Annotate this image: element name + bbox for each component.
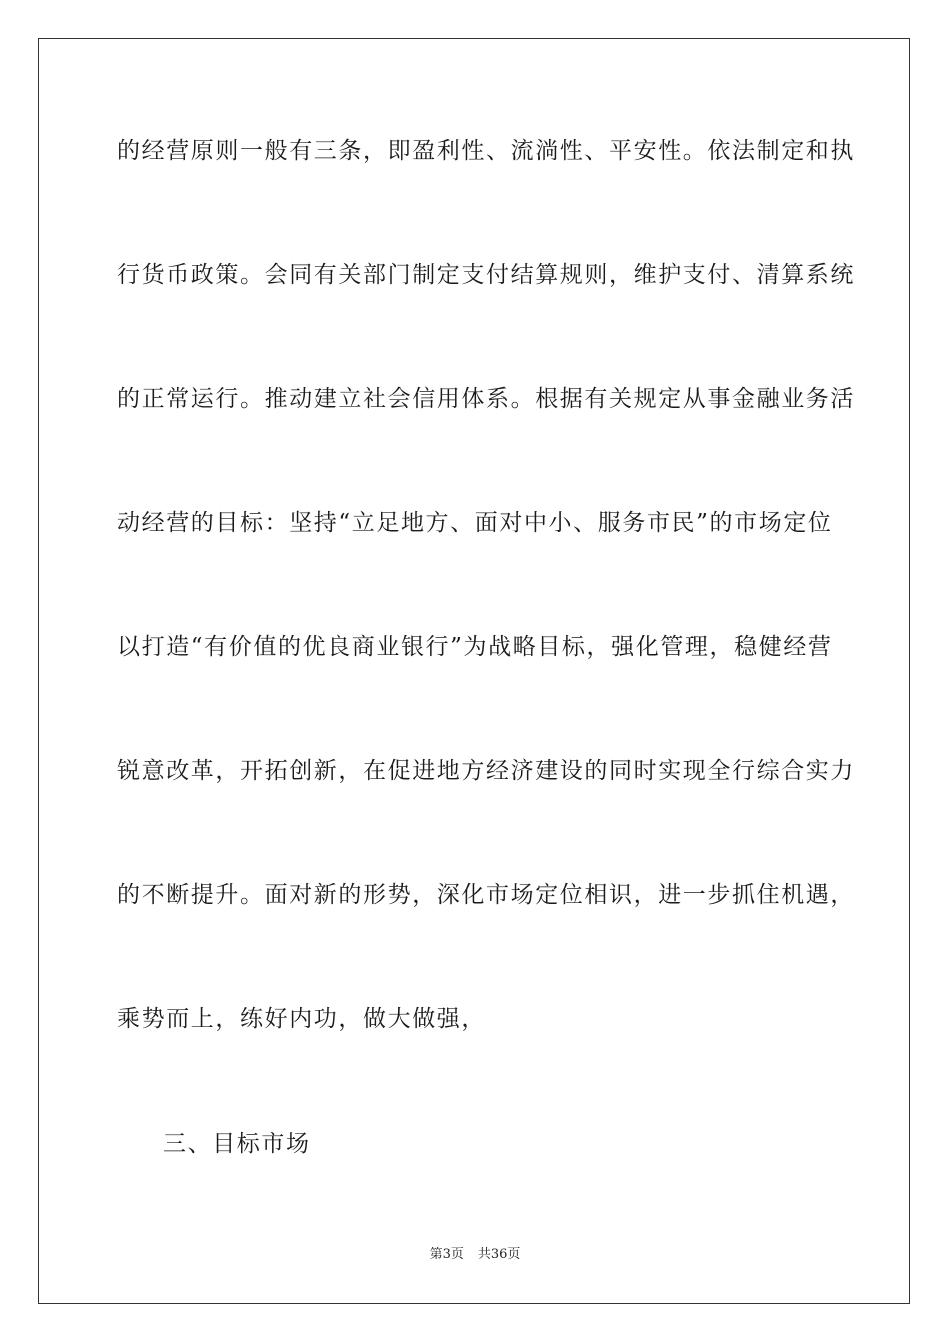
paragraph-line: 的不断提升。面对新的形势，深化市场定位相识，进一步抓住机遇，	[117, 882, 855, 908]
paragraph-line: 的经营原则一般有三条，即盈利性、流淌性、平安性。依法制定和执	[117, 138, 855, 164]
paragraph-line: 行货币政策。会同有关部门制定支付结算规则，维护支付、清算系统	[117, 262, 855, 288]
paragraph-line: 乘势而上，练好内功，做大做强，	[117, 1006, 486, 1032]
paragraph-line: 的正常运行。推动建立社会信用体系。根据有关规定从事金融业务活	[117, 386, 855, 412]
paragraph-line: 动经营的目标：坚持“立足地方、面对中小、服务市民”的市场定位	[117, 510, 833, 536]
page-footer	[0, 1246, 950, 1264]
paragraph-line: 锐意改革，开拓创新，在促进地方经济建设的同时实现全行综合实力	[117, 758, 855, 784]
section-heading: 三、目标市场	[163, 1131, 311, 1157]
page-number: 第3页	[429, 1247, 464, 1262]
paragraph-line: 以打造“有价值的优良商业银行”为战略目标，强化管理，稳健经营	[117, 634, 833, 660]
page-border	[38, 38, 910, 1304]
page-total: 共36页	[477, 1247, 521, 1262]
